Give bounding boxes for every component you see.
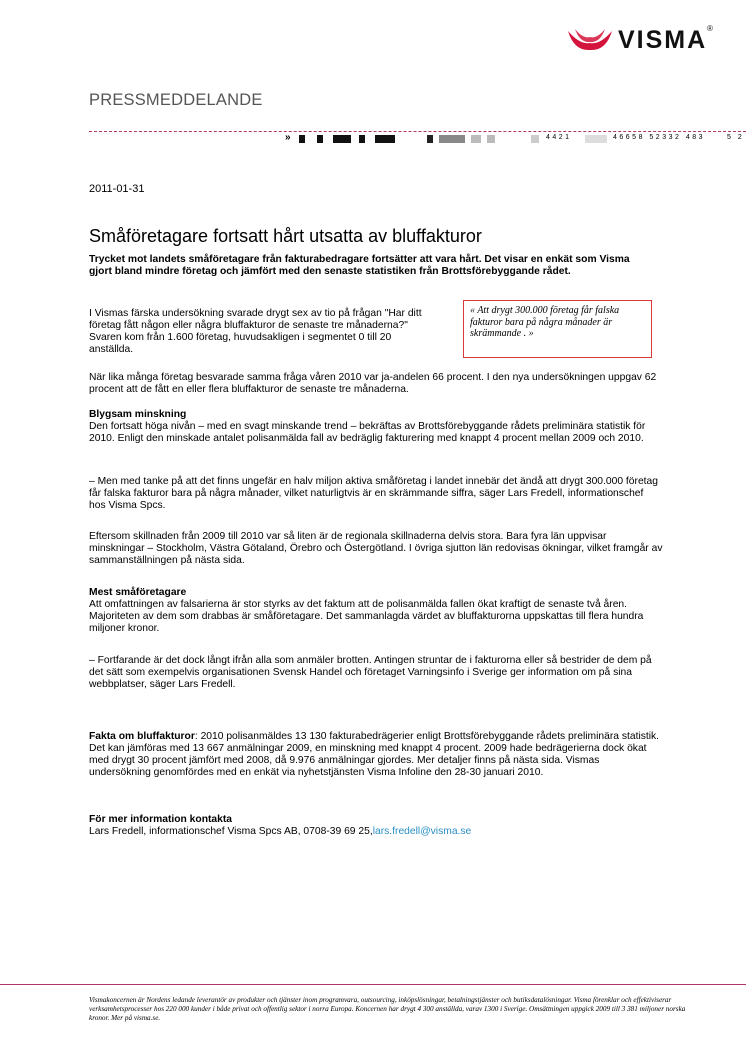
header-divider [89,131,746,132]
contact-email-link[interactable]: lars.fredell@visma.se [372,826,472,837]
section1-paragraph-3: Eftersom skillnaden från 2009 till 2010 var så liten är de regionala skillnaderna delvis stora. Bara fyra län uppvisar minskningar – Stockholm, Västra Götaland, Örebro och Östergötland. I övriga sjutton län redovisas ökningar, vilket framgår av sammanställningen på nästa sida. [89,531,663,566]
page-title: Småföretagare fortsatt hårt utsatta av bluffakturor [89,226,482,246]
contact-heading: För mer information kontakta [89,814,233,825]
contact-text: Lars Fredell, informationschef Visma Spcs AB, 0708-39 69 25, [89,826,373,837]
footer-text: Vismakoncernen är Nordens ledande leverantör av produkter och tjänster inom programvara, outsourcing, inköpslösningar, betalningstjänster och butiksdatalösningar. Visma förenklar och effektiviserar verksamhetsprocesser hos 220 000 kunder i både privat och offentlig sektor i norra Europa. Koncernen har drygt 4 300 anställda, varav 1300 i Sverige. Omsättningen uppgick 2009 till 3 381 miljoner norska kronor. Mer på visma.se. [89,996,686,1022]
facts-text: : 2010 polisanmäldes 13 130 fakturabedrägerier enligt Brottsförebyggande rådets preliminära statistik. Det kan jämföras med 13 667 anmälningar 2009, en minskning med knappt 4 procent. 2009 hade bedrägerierna dock ökat med drygt 30 procent jämfört med 2008, då 9.976 anmälningar gjordes. Mer detaljer finns på nästa sida. Vismas undersökning genomfördes med en enkät via nyhetstjänsten Visma Infoline den 28-30 januari 2010. [89,731,660,778]
section2-paragraph-2: – Fortfarande är det dock långt ifrån alla som anmäler brotten. Antingen struntar de i fakturorna eller så bestrider de dem på det sätt som exempelvis organisationen Svensk Handel och företaget Varningsinfo i Sverige ger information om på sina webbplatser, säger Lars Fredell. [89,655,652,690]
code-number-1: 4421 [546,134,572,141]
visma-logo [566,26,716,52]
lead-paragraph: Trycket mot landets småföretagare från fakturabedragare fortsätter att vara hårt. Det visar en enkät som Visma gjort bland mindre företag och jämfört med den senaste statistiken från Brottsförebyggande rådet. [89,254,630,277]
section1-paragraph-2: – Men med tanke på att det finns ungefär en halv miljon aktiva småföretag i landet innebär det ändå att drygt 300.000 företag får falska fakturor bara på några månader, vilket naturligtvis är en skrämmande siffra, säger Lars Fredell, informationschef hos Visma Spcs. [89,476,658,511]
intro-paragraph: I Vismas färska undersökning svarade drygt sex av tio på frågan "Har ditt företag fått någon eller några bluffakturor de senaste tre månaderna?" Svaren kom från 1.600 företag, huvudsakligen i segmentet 0 till 20 anställda. [89,308,422,355]
publish-date: 2011-01-31 [89,183,145,195]
code-bars [299,135,549,145]
code-bar-light [585,135,609,145]
brand-name: VISMA [618,26,708,54]
brand-registered-mark: ® [707,24,713,33]
section2-paragraph-1: Att omfattningen av falsarierna är stor styrks av det faktum att de polisanmälda fallen ökat kraftigt de senaste två åren. Majoriteten av dem som drabbas är småföretagare. Det sammanlagda värdet av bluffakturorna uppskattas till flera hundra miljoner kronor. [89,599,644,634]
code-arrows: » [285,132,291,143]
paragraph-2: När lika många företag besvarade samma fråga våren 2010 var ja-andelen 66 procent. I den nya undersökningen uppgav 62 procent att de fått en eller flera bluffakturor de senaste tre månaderna. [89,372,657,395]
document-code-strip [285,134,746,146]
section-heading-mest: Mest småföretagare [89,587,187,598]
visma-logo-icon [566,27,614,51]
section1-paragraph-1: Den fortsatt höga nivån – med en svagt minskande trend – bekräftas av Brottsförebyggande rådets preliminära statistik för 2010. Enligt den minskade antalet polisanmälda fall av bedräglig fakturering med knappt 4 procent mellan 2009 och 2010. [89,421,646,444]
footer-divider [0,984,746,985]
contact-line [89,826,689,838]
document-type-label: PRESSMEDDELANDE [89,91,263,109]
pull-quote: « Att drygt 300.000 företag får falska fakturor bara på några månader är skrämmande . » [463,300,652,358]
facts-paragraph [89,731,664,779]
code-number-3: 5 2 [727,134,745,141]
facts-heading: Fakta om bluffakturor [89,731,195,742]
code-number-2: 46658 52332 483 [613,134,705,141]
section-heading-blygsam: Blygsam minskning [89,409,187,420]
